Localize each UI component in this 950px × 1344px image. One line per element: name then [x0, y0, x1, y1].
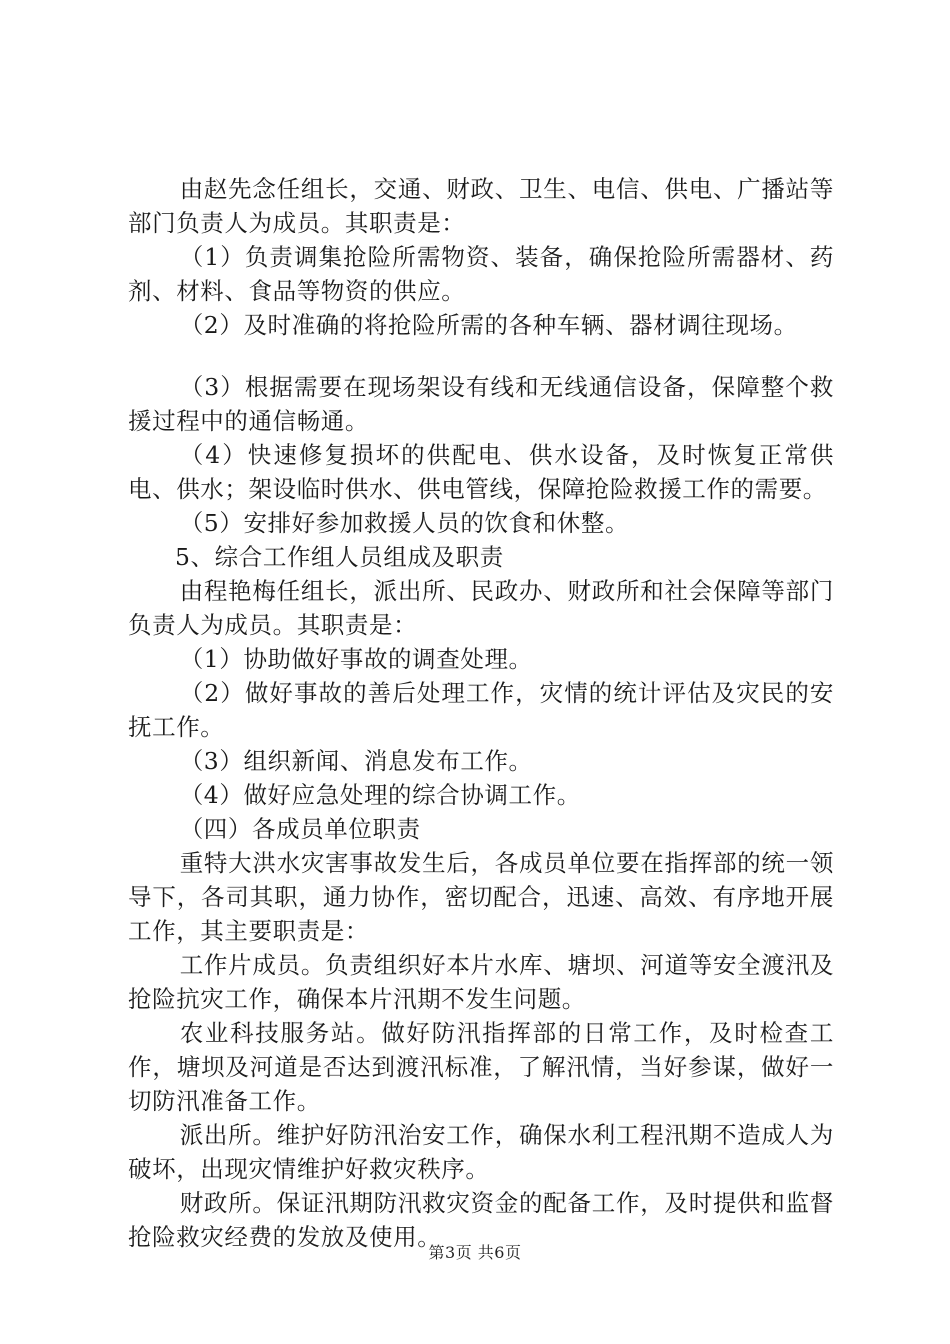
paragraph-14: 重特大洪水灾害事故发生后，各成员单位要在指挥部的统一领导下，各司其职，通力协作，密切配合，迅速、高效、有序地开展工作，其主要职责是：: [128, 849, 834, 945]
paragraph-17: 派出所。维护好防汛治安工作，确保水利工程汛期不造成人为破坏，出现灾情维护好救灾秩序。: [128, 1121, 834, 1183]
paragraph-2: （1）负责调集抢险所需物资、装备，确保抢险所需器材、药剂、材料、食品等物资的供应。: [128, 243, 834, 305]
paragraph-6: （5）安排好参加救援人员的饮食和休整。: [179, 509, 630, 537]
paragraph-1: 由赵先念任组长，交通、财政、卫生、电信、供电、广播站等部门负责人为成员。其职责是：: [128, 175, 834, 237]
paragraph-15: 工作片成员。负责组织好本片水库、塘坝、河道等安全渡汛及抢险抗灾工作，确保本片汛期不发生问题。: [128, 951, 834, 1013]
paragraph-9: （1）协助做好事故的调查处理。: [179, 645, 533, 673]
paragraph-12: （4）做好应急处理的综合协调工作。: [179, 781, 581, 809]
paragraph-4: （3）根据需要在现场架设有线和无线通信设备，保障整个救援过程中的通信畅通。: [128, 373, 834, 435]
paragraph-8: 由程艳梅任组长，派出所、民政办、财政所和社会保障等部门负责人为成员。其职责是：: [128, 577, 834, 639]
paragraph-16: 农业科技服务站。做好防汛指挥部的日常工作，及时检查工作，塘坝及河道是否达到渡汛标准，了解汛情，当好参谋，做好一切防汛准备工作。: [128, 1019, 834, 1115]
paragraph-11: （3）组织新闻、消息发布工作。: [179, 747, 533, 775]
document-body: [128, 172, 834, 1254]
section-heading-4: （四）各成员单位职责: [179, 815, 421, 843]
paragraph-3: （2）及时准确的将抢险所需的各种车辆、器材调往现场。: [179, 311, 798, 339]
page-footer: 第3页 共6页: [428, 1243, 522, 1262]
paragraph-10: （2）做好事故的善后处理工作，灾情的统计评估及灾民的安抚工作。: [128, 679, 834, 741]
section-heading-5: 5、综合工作组人员组成及职责: [175, 543, 504, 571]
paragraph-5: （4）快速修复损坏的供配电、供水设备，及时恢复正常供电、供水；架设临时供水、供电管线，保障抢险救援工作的需要。: [128, 441, 834, 503]
paragraph-18: 财政所。保证汛期防汛救灾资金的配备工作，及时提供和监督抢险救灾经费的发放及使用。: [128, 1189, 834, 1251]
